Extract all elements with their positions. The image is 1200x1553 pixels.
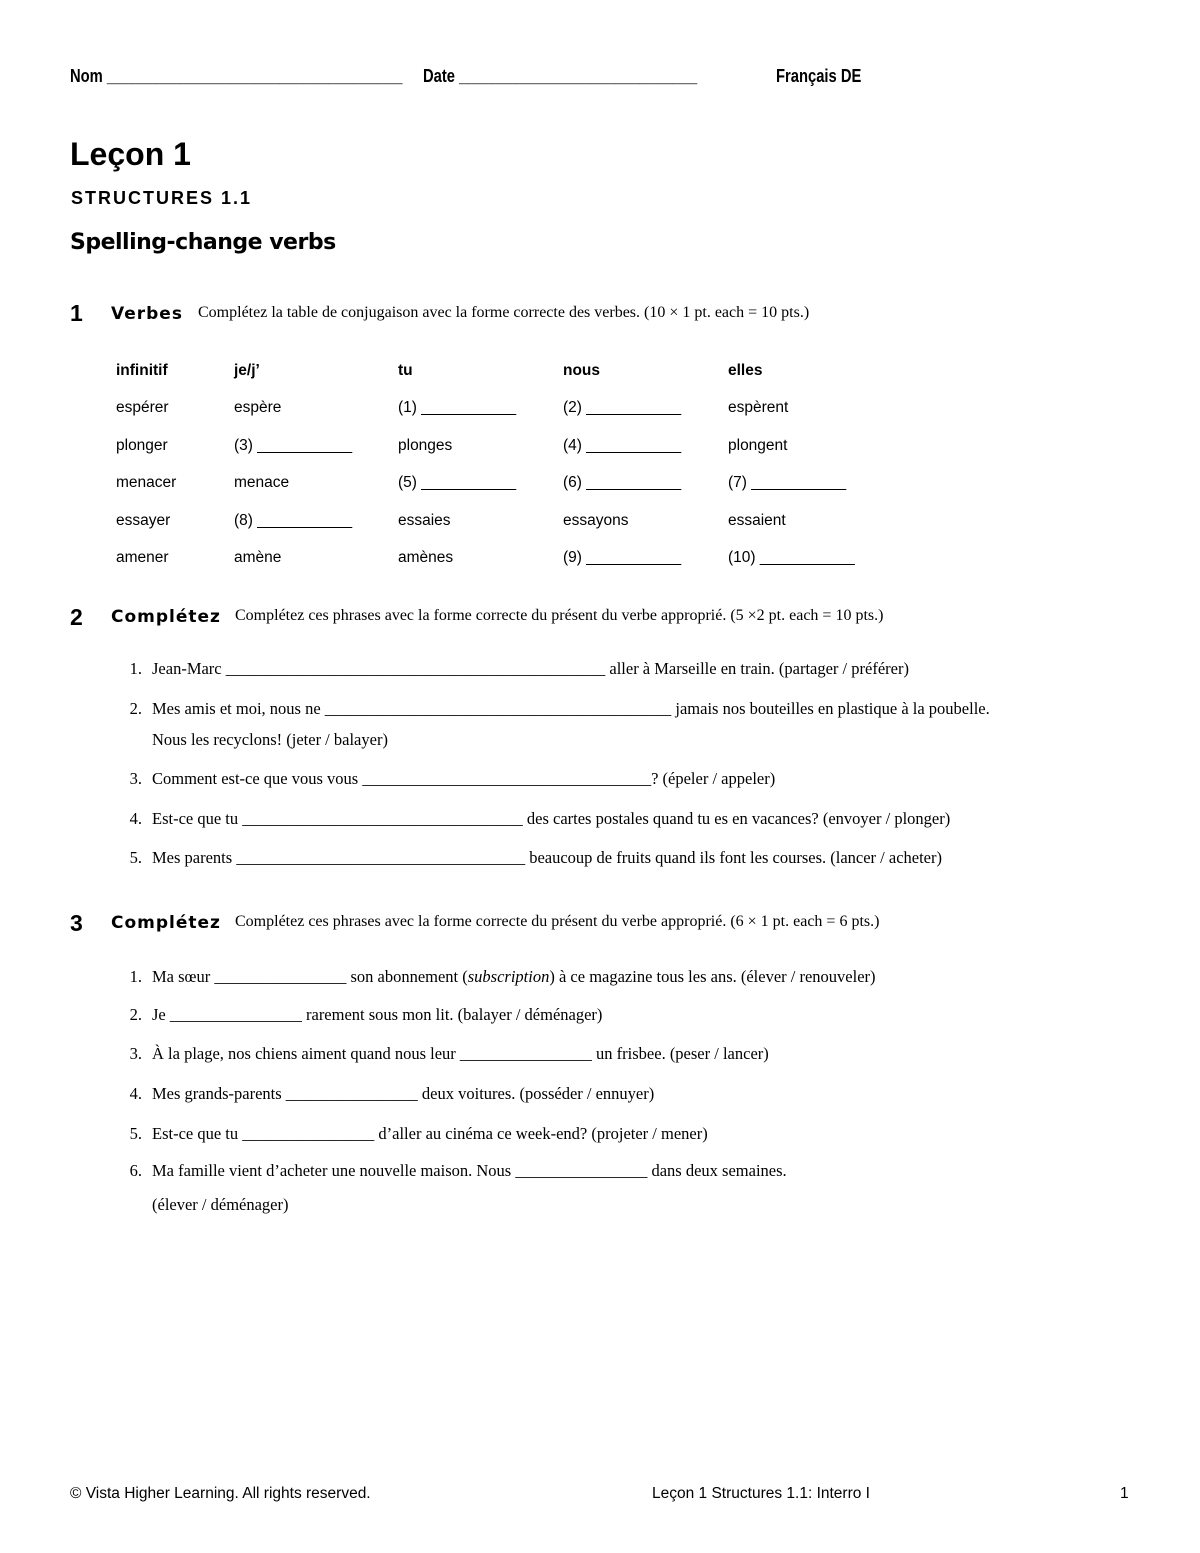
table-cell: menace (234, 474, 290, 492)
list-item (116, 1084, 654, 1104)
table-row (116, 427, 898, 465)
answer-blank[interactable]: (4) ___________ (563, 436, 682, 454)
answer-blank[interactable]: (1) ___________ (398, 399, 517, 417)
question-number: 5. (129, 848, 142, 867)
question-text: Ma famille vient d’acheter une nouvelle maison. Nous ________________ dans deux semaines. (152, 1161, 787, 1180)
course-label: Français DE (776, 66, 862, 86)
column-header: nous (563, 361, 601, 379)
answer-blank[interactable]: (8) ___________ (234, 511, 353, 529)
section-3-number: 3 (70, 910, 83, 936)
question-text-continued: (élever / déménager) (152, 1195, 289, 1214)
table-row (116, 390, 898, 428)
column-header: infinitif (116, 361, 168, 379)
table-cell: plonger (116, 436, 168, 454)
answer-blank[interactable]: (7) ___________ (728, 474, 847, 492)
table-cell: espérer (116, 399, 169, 417)
question-text: Comment est-ce que vous vous ___________________________________? (épeler / appeler) (152, 769, 776, 788)
section-2-title: Complétez (111, 607, 221, 627)
table-cell: plongent (728, 436, 788, 454)
list-item (116, 809, 950, 829)
question-number: 4. (129, 809, 142, 828)
question-text: Est-ce que tu ________________ d’aller au cinéma ce week-end? (projeter / mener) (152, 1124, 708, 1143)
table-cell: essaient (728, 511, 786, 529)
conjugation-table (116, 352, 898, 577)
answer-blank[interactable]: (10) ___________ (728, 549, 855, 567)
question-text: Mes grands-parents ________________ deux voitures. (posséder / ennuyer) (152, 1084, 655, 1103)
footer-copyright: © Vista Higher Learning. All rights reserved. (70, 1485, 371, 1502)
question-text: Mes parents ___________________________________ beaucoup de fruits quand ils font les courses. (lancer / acheter) (152, 848, 942, 867)
page-number: 1 (1120, 1485, 1129, 1502)
table-row (116, 540, 898, 578)
table-cell: essayer (116, 511, 171, 529)
topic-subtitle: Spelling-change verbs (70, 230, 336, 255)
question-number: 3. (129, 1044, 142, 1063)
list-item (116, 699, 990, 719)
table-cell: amener (116, 549, 169, 567)
table-cell: espèrent (728, 399, 789, 417)
question-text-continued: Nous les recyclons! (jeter / balayer) (152, 730, 388, 749)
column-header: je/j’ (234, 361, 260, 379)
section-3-title: Complétez (111, 913, 221, 933)
section-2-instructions: Complétez ces phrases avec la forme correcte du présent du verbe approprié. (5 ×2 pt. each = 10 pts.) (235, 607, 884, 624)
section-1-number: 1 (70, 300, 83, 326)
section-3-instructions: Complétez ces phrases avec la forme correcte du présent du verbe approprié. (6 × 1 pt. each = 6 pts.) (235, 913, 880, 930)
question-number: 2. (129, 699, 142, 718)
footer-lesson-label: Leçon 1 Structures 1.1: Interro I (652, 1485, 870, 1502)
section-1-instructions: Complétez la table de conjugaison avec la forme correcte des verbes. (10 × 1 pt. each = 10 pts.) (198, 304, 810, 321)
question-number: 1. (129, 659, 142, 678)
question-number: 4. (129, 1084, 142, 1103)
date-field[interactable]: Date _____________________________ (423, 66, 698, 86)
question-text: À la plage, nos chiens aiment quand nous leur ________________ un frisbee. (peser / lancer) (152, 1044, 769, 1063)
table-header-row (116, 352, 898, 390)
question-text: Est-ce que tu __________________________________ des cartes postales quand tu es en vacances? (envoyer / plonger) (152, 809, 951, 828)
table-cell: menacer (116, 474, 177, 492)
question-text: Je ________________ rarement sous mon lit. (balayer / déménager) (152, 1005, 603, 1024)
question-text: Ma sœur ________________ son abonnement ( (152, 967, 468, 986)
column-header: elles (728, 361, 763, 379)
table-cell: essaies (398, 511, 451, 529)
list-item (116, 967, 876, 987)
list-item (116, 1005, 602, 1025)
answer-blank[interactable]: (9) ___________ (563, 549, 682, 567)
list-item (116, 1124, 708, 1144)
answer-blank[interactable]: (5) ___________ (398, 474, 517, 492)
question-text: Mes amis et moi, nous ne __________________________________________ jamais nos bouteilles en plastique à la poubelle. (152, 699, 990, 718)
question-number: 3. (129, 769, 142, 788)
table-cell: amène (234, 549, 282, 567)
section-2-number: 2 (70, 604, 83, 630)
question-text: ) à ce magazine tous les ans. (élever / renouveler) (549, 967, 876, 986)
question-text: Jean-Marc ______________________________________________ aller à Marseille en train. (partager / préférer) (152, 659, 909, 678)
lesson-title: Leçon 1 (70, 136, 191, 172)
name-field[interactable]: Nom ____________________________________ (70, 66, 403, 86)
question-number: 5. (129, 1124, 142, 1143)
structures-heading: STRUCTURES 1.1 (71, 188, 253, 208)
table-cell: espère (234, 399, 282, 417)
list-item (116, 659, 909, 679)
question-text-italic: subscription (467, 967, 550, 986)
list-item (116, 848, 942, 868)
question-number: 6. (129, 1161, 142, 1180)
table-row (116, 502, 898, 540)
table-cell: amènes (398, 549, 454, 567)
section-1-title: Verbes (111, 304, 183, 324)
table-cell: essayons (563, 511, 629, 529)
answer-blank[interactable]: (6) ___________ (563, 474, 682, 492)
question-number: 2. (129, 1005, 142, 1024)
column-header: tu (398, 361, 413, 379)
answer-blank[interactable]: (2) ___________ (563, 399, 682, 417)
answer-blank[interactable]: (3) ___________ (234, 436, 353, 454)
table-row (116, 465, 898, 503)
question-number: 1. (129, 967, 142, 986)
list-item (116, 1161, 787, 1181)
list-item (116, 769, 775, 789)
list-item (116, 1044, 769, 1064)
table-cell: plonges (398, 436, 453, 454)
